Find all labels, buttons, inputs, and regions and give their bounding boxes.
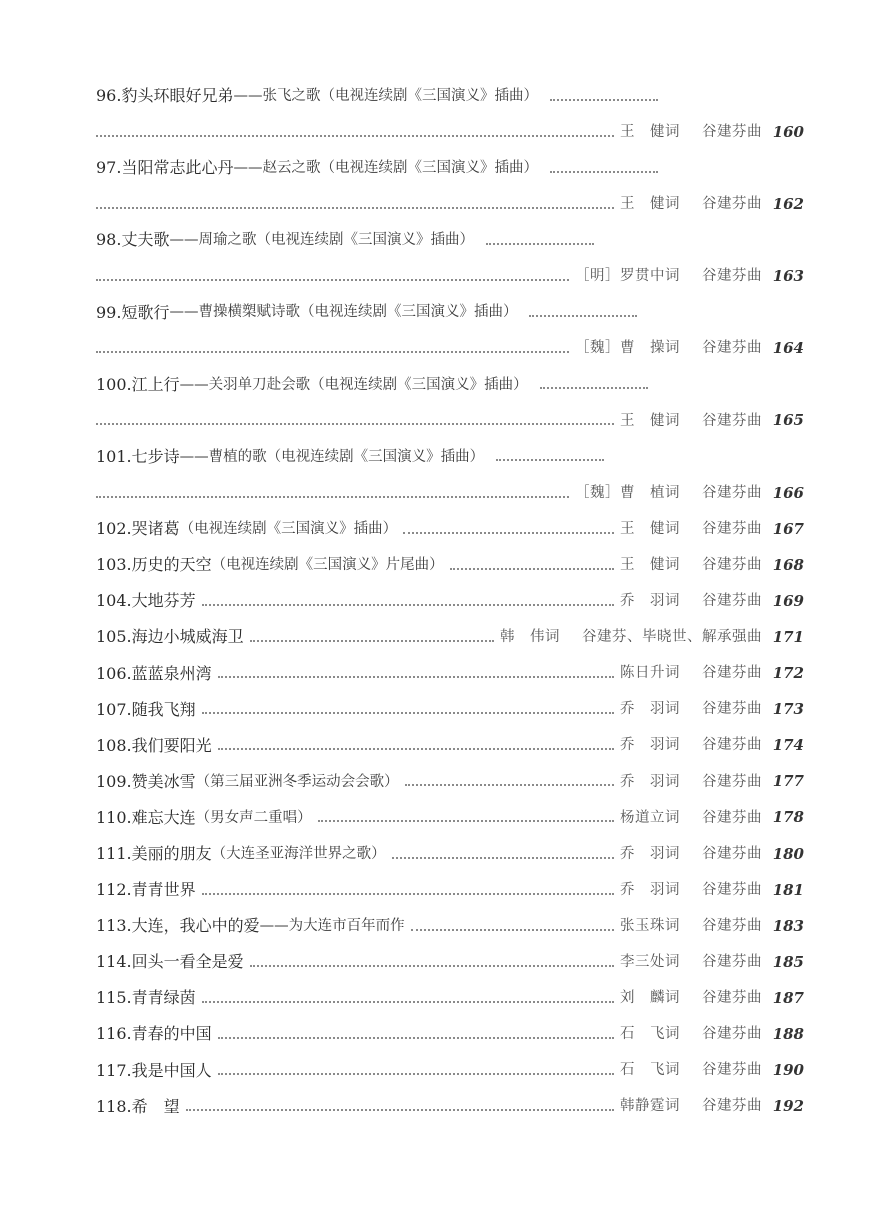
entry-credit-line <box>96 331 804 367</box>
lyricist: 乔 羽词 <box>620 593 680 610</box>
entry-subtitle: ——赵云之歌（电视连续剧《三国演义》插曲） <box>233 159 538 176</box>
credit <box>620 811 762 826</box>
entry-title-line <box>96 547 804 583</box>
credit <box>620 1099 762 1114</box>
composer: 谷建芬曲 <box>702 1026 762 1043</box>
toc-entry[interactable] <box>96 980 804 1016</box>
entry-number: 109. <box>96 771 132 791</box>
entry-subtitle: （第三届亚洲冬季运动会会歌） <box>195 773 399 790</box>
entry-title[interactable]: 哭诸葛 <box>131 519 180 539</box>
entry-title[interactable]: 青青世界 <box>131 880 196 900</box>
toc-entry[interactable] <box>96 1016 804 1052</box>
page-number[interactable]: 181 <box>772 880 804 899</box>
dot-leader <box>405 783 614 786</box>
composer: 谷建芬曲 <box>702 520 762 537</box>
lyricist: 乔 羽词 <box>620 701 680 718</box>
credit <box>500 630 762 645</box>
entry-credit-line <box>96 258 804 294</box>
entry-subtitle: ——关羽单刀赴会歌（电视连续剧《三国演义》插曲） <box>179 376 528 393</box>
dot-leader <box>218 747 614 750</box>
page-number[interactable]: 168 <box>772 555 804 574</box>
entry-title-line <box>96 511 804 547</box>
entry-number: 117. <box>96 1060 132 1080</box>
entry-number: 103. <box>96 555 132 575</box>
composer: 谷建芬曲 <box>702 1062 762 1079</box>
dot-leader <box>450 567 614 570</box>
page-number[interactable]: 166 <box>772 483 804 502</box>
dot-leader <box>529 314 637 317</box>
composer: 谷建芬曲 <box>702 1098 762 1115</box>
entry-credit-line <box>96 114 804 150</box>
composer: 谷建芬曲 <box>702 701 762 718</box>
entry-number: 98. <box>96 230 122 250</box>
page-number[interactable]: 160 <box>772 122 804 141</box>
lyricist: 乔 羽词 <box>620 737 680 754</box>
entry-number: 110. <box>96 807 132 827</box>
dot-leader <box>202 711 614 714</box>
page-number[interactable]: 183 <box>772 916 804 935</box>
page-number[interactable]: 165 <box>772 411 804 430</box>
entry-number: 96. <box>96 86 122 106</box>
entry-title[interactable]: 七步诗 <box>131 446 180 466</box>
lyricist: 韩静霆词 <box>620 1098 680 1115</box>
entry-title-line <box>96 836 804 872</box>
dot-leader <box>96 206 614 209</box>
dot-leader <box>96 278 569 281</box>
credit <box>575 269 762 284</box>
entry-title[interactable]: 豹头环眼好兄弟 <box>121 86 234 106</box>
entry-title-line <box>96 583 804 619</box>
entry-title-line <box>96 656 804 692</box>
page-number[interactable]: 163 <box>772 267 804 286</box>
entry-subtitle: （电视连续剧《三国演义》插曲） <box>179 520 398 537</box>
dot-leader <box>202 1000 614 1003</box>
lyricist: 王 健词 <box>620 557 680 574</box>
composer: 谷建芬曲 <box>702 954 762 971</box>
entry-title-line <box>96 295 804 331</box>
page-number[interactable]: 164 <box>772 339 804 358</box>
page-number[interactable]: 188 <box>772 1024 804 1043</box>
toc-entry[interactable] <box>96 872 804 908</box>
entry-title-line <box>96 619 804 655</box>
dot-leader <box>540 386 648 389</box>
credit <box>620 883 762 898</box>
lyricist: 乔 羽词 <box>620 881 680 898</box>
entry-number: 106. <box>96 663 132 683</box>
dot-leader <box>186 1108 614 1111</box>
entry-title-line <box>96 872 804 908</box>
lyricist: 李三处词 <box>620 954 680 971</box>
credit <box>620 522 762 537</box>
dot-leader <box>96 350 569 353</box>
entry-title[interactable]: 回头一看全是爱 <box>131 952 244 972</box>
entry-title-line <box>96 78 804 114</box>
lyricist: 张玉珠词 <box>620 917 680 934</box>
dot-leader <box>202 603 614 606</box>
composer: 谷建芬曲 <box>702 268 762 285</box>
entry-number: 102. <box>96 519 132 539</box>
credit <box>620 955 762 970</box>
entry-title[interactable]: 历史的天空 <box>131 555 212 575</box>
entry-number: 113. <box>96 916 132 936</box>
credit <box>575 341 762 356</box>
dot-leader <box>250 639 494 642</box>
entry-title[interactable]: 我是中国人 <box>131 1060 212 1080</box>
dot-leader <box>496 458 604 461</box>
entry-number: 115. <box>96 988 132 1008</box>
composer: 谷建芬曲 <box>702 593 762 610</box>
toc-entry[interactable] <box>96 583 804 619</box>
composer: 谷建芬曲 <box>702 123 762 140</box>
credit <box>620 666 762 681</box>
entry-number: 99. <box>96 302 122 322</box>
lyricist: 陈日升词 <box>620 665 680 682</box>
entry-subtitle: ——张飞之歌（电视连续剧《三国演义》插曲） <box>233 87 538 104</box>
composer: 谷建芬曲 <box>702 196 762 213</box>
entry-title-line <box>96 222 804 258</box>
composer: 谷建芬曲 <box>702 557 762 574</box>
dot-leader <box>218 675 614 678</box>
credit <box>620 919 762 934</box>
toc-entry[interactable] <box>96 511 804 547</box>
entry-subtitle: （电视连续剧《三国演义》片尾曲） <box>211 557 444 574</box>
dot-leader <box>392 856 614 859</box>
entry-title-line <box>96 439 804 475</box>
page-number[interactable]: 190 <box>772 1061 804 1080</box>
page-number[interactable]: 192 <box>772 1097 804 1116</box>
toc-entry[interactable] <box>96 222 804 294</box>
entry-number: 107. <box>96 699 132 719</box>
credit <box>620 1027 762 1042</box>
toc-entry[interactable] <box>96 800 804 836</box>
entry-title-line <box>96 908 804 944</box>
entry-title[interactable]: 我们要阳光 <box>131 735 212 755</box>
composer: 谷建芬曲 <box>702 881 762 898</box>
lyricist: ［明］罗贯中词 <box>575 268 680 285</box>
entry-title[interactable]: 大连，我心中的爱 <box>131 916 260 936</box>
credit <box>620 197 762 212</box>
entry-number: 108. <box>96 735 132 755</box>
toc-entry[interactable] <box>96 656 804 692</box>
page-number[interactable]: 187 <box>772 988 804 1007</box>
page-number[interactable]: 185 <box>772 952 804 971</box>
lyricist: 王 健词 <box>620 196 680 213</box>
entry-credit-line <box>96 186 804 222</box>
lyricist: 杨道立词 <box>620 809 680 826</box>
composer: 谷建芬曲 <box>702 340 762 357</box>
toc-entry[interactable] <box>96 78 804 150</box>
entry-title[interactable]: 短歌行 <box>121 302 170 322</box>
credit <box>620 558 762 573</box>
entry-title-line <box>96 367 804 403</box>
entry-subtitle: （大连圣亚海洋世界之歌） <box>211 845 386 862</box>
entry-title[interactable]: 美丽的朋友 <box>131 844 212 864</box>
credit <box>620 738 762 753</box>
dot-leader <box>202 892 614 895</box>
entry-title-line <box>96 692 804 728</box>
toc-entry[interactable] <box>96 619 804 655</box>
toc-entry[interactable] <box>96 836 804 872</box>
entry-credit-line <box>96 475 804 511</box>
toc-entry[interactable] <box>96 692 804 728</box>
dot-leader <box>96 495 569 498</box>
entry-title[interactable]: 青春的中国 <box>131 1024 212 1044</box>
dot-leader <box>403 531 614 534</box>
credit <box>620 702 762 717</box>
credit <box>575 486 762 501</box>
toc-entry[interactable] <box>96 764 804 800</box>
dot-leader <box>218 1072 614 1075</box>
page-number[interactable]: 172 <box>772 664 804 683</box>
entry-subtitle: （男女声二重唱） <box>195 809 312 826</box>
credit <box>620 991 762 1006</box>
lyricist: ［魏］曹 植词 <box>575 484 680 501</box>
composer: 谷建芬曲 <box>702 809 762 826</box>
page-number[interactable]: 169 <box>772 591 804 610</box>
toc-entry[interactable] <box>96 1089 804 1125</box>
lyricist: 王 健词 <box>620 520 680 537</box>
entry-subtitle: ——为大连市百年而作 <box>259 917 405 934</box>
composer: 谷建芬曲 <box>702 773 762 790</box>
entry-title[interactable]: 海边小城威海卫 <box>131 627 244 647</box>
toc-entry[interactable] <box>96 439 804 511</box>
toc-entry[interactable] <box>96 367 804 439</box>
lyricist: 乔 羽词 <box>620 845 680 862</box>
dot-leader <box>218 1036 614 1039</box>
dot-leader <box>486 242 594 245</box>
composer: 谷建芬曲 <box>702 737 762 754</box>
lyricist: ［魏］曹 操词 <box>575 340 680 357</box>
entry-title[interactable]: 青青绿茵 <box>131 988 196 1008</box>
table-of-contents <box>96 78 804 1125</box>
entry-subtitle: ——曹操横槊赋诗歌（电视连续剧《三国演义》插曲） <box>169 304 518 321</box>
page-number[interactable]: 167 <box>772 519 804 538</box>
entry-title-line <box>96 980 804 1016</box>
toc-entry[interactable] <box>96 728 804 764</box>
credit <box>620 775 762 790</box>
entry-subtitle: ——周瑜之歌（电视连续剧《三国演义》插曲） <box>169 232 474 249</box>
dot-leader <box>411 928 614 931</box>
entry-title-line <box>96 150 804 186</box>
entry-title-line <box>96 1053 804 1089</box>
credit <box>620 125 762 140</box>
toc-entry[interactable] <box>96 295 804 367</box>
lyricist: 刘 麟词 <box>620 990 680 1007</box>
dot-leader <box>550 98 658 101</box>
entry-number: 97. <box>96 158 122 178</box>
entry-number: 111. <box>96 844 132 864</box>
dot-leader <box>550 170 658 173</box>
composer: 谷建芬曲 <box>702 665 762 682</box>
entry-title[interactable]: 江上行 <box>131 374 180 394</box>
toc-entry[interactable] <box>96 547 804 583</box>
entry-title[interactable]: 希 望 <box>131 1096 180 1116</box>
entry-title[interactable]: 蓝蓝泉州湾 <box>131 663 212 683</box>
entry-title[interactable]: 赞美冰雪 <box>131 771 196 791</box>
page-number[interactable]: 178 <box>772 808 804 827</box>
toc-entry[interactable] <box>96 1053 804 1089</box>
credit <box>620 594 762 609</box>
entry-title-line <box>96 764 804 800</box>
entry-number: 100. <box>96 374 132 394</box>
toc-entry[interactable] <box>96 944 804 980</box>
composer: 谷建芬曲 <box>702 917 762 934</box>
lyricist: 韩 伟词 <box>500 629 560 646</box>
composer: 谷建芬、毕晓世、解承强曲 <box>582 629 762 646</box>
page-number[interactable]: 174 <box>772 736 804 755</box>
lyricist: 乔 羽词 <box>620 773 680 790</box>
lyricist: 石 飞词 <box>620 1062 680 1079</box>
composer: 谷建芬曲 <box>702 412 762 429</box>
entry-title-line <box>96 728 804 764</box>
entry-title-line <box>96 944 804 980</box>
entry-number: 114. <box>96 952 132 972</box>
lyricist: 王 健词 <box>620 412 680 429</box>
dot-leader <box>96 422 614 425</box>
entry-title[interactable]: 难忘大连 <box>131 807 196 827</box>
entry-title-line <box>96 1089 804 1125</box>
page-number[interactable]: 162 <box>772 194 804 213</box>
credit <box>620 414 762 429</box>
entry-title[interactable]: 随我飞翔 <box>131 699 196 719</box>
composer: 谷建芬曲 <box>702 990 762 1007</box>
entry-title-line <box>96 1016 804 1052</box>
lyricist: 王 健词 <box>620 123 680 140</box>
credit <box>620 1063 762 1078</box>
page-number[interactable]: 180 <box>772 844 804 863</box>
entry-title[interactable]: 大地芬芳 <box>131 591 196 611</box>
entry-credit-line <box>96 403 804 439</box>
toc-entry[interactable] <box>96 150 804 222</box>
entry-number: 101. <box>96 446 132 466</box>
page-number[interactable]: 171 <box>772 627 804 646</box>
entry-title-line <box>96 800 804 836</box>
entry-title[interactable]: 丈夫歌 <box>121 230 170 250</box>
entry-number: 104. <box>96 591 132 611</box>
entry-number: 118. <box>96 1096 132 1116</box>
page-number[interactable]: 173 <box>772 700 804 719</box>
entry-title[interactable]: 当阳常志此心丹 <box>121 158 234 178</box>
entry-number: 105. <box>96 627 132 647</box>
toc-entry[interactable] <box>96 908 804 944</box>
entry-number: 112. <box>96 880 132 900</box>
dot-leader <box>318 819 614 822</box>
page-number[interactable]: 177 <box>772 772 804 791</box>
dot-leader <box>96 134 614 137</box>
credit <box>620 847 762 862</box>
lyricist: 石 飞词 <box>620 1026 680 1043</box>
entry-number: 116. <box>96 1024 132 1044</box>
composer: 谷建芬曲 <box>702 484 762 501</box>
entry-subtitle: ——曹植的歌（电视连续剧《三国演义》插曲） <box>179 448 485 465</box>
dot-leader <box>250 964 614 967</box>
composer: 谷建芬曲 <box>702 845 762 862</box>
